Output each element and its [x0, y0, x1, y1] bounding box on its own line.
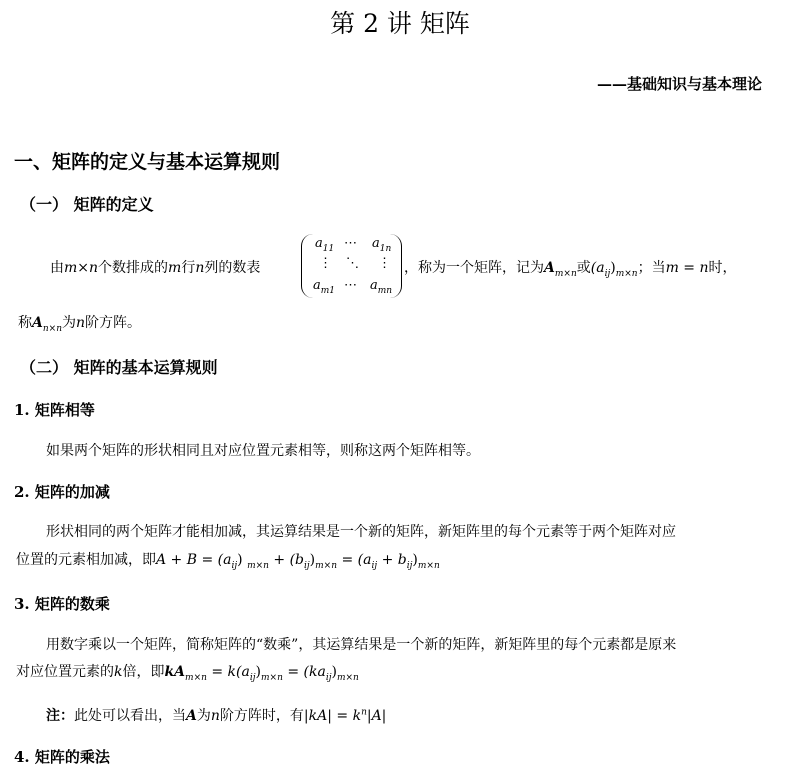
definition-line-1: 由m×n个数排成的m行n列的数表	[50, 260, 261, 276]
rule-note-scalar: 注：此处可以看出，当A为n阶方阵时，有$|kA| = k^n|A|$	[46, 707, 387, 724]
page-subtitle: ——基础知识与基本理论	[596, 75, 762, 93]
matrix-ddots: ⋱	[346, 256, 359, 271]
matrix-hdots-bottom: ⋯	[344, 278, 357, 293]
matrix-display	[301, 234, 402, 298]
matrix-vdots-right: ⋮	[378, 256, 391, 271]
definition-line-2: 称$A_{n\times n}$为n阶方阵。	[18, 315, 142, 334]
rule-heading-scalar: 3. 矩阵的数乘	[14, 595, 110, 613]
rule-heading-addition: 2. 矩阵的加减	[14, 483, 110, 501]
subsection-heading-definition: （一） 矩阵的定义	[20, 195, 154, 214]
matrix-entry-am1: $a_{m1}$	[313, 278, 336, 296]
matrix-vdots-left: ⋮	[319, 256, 332, 271]
definition-line-1-cont: ，称为一个矩阵，记为$A_{m\times n}$或$(a_{ij})_{m\times n}$；当m = n时，	[404, 260, 737, 279]
rule-text-equality: 如果两个矩阵的形状相同且对应位置元素相等，则称这两个矩阵相等。	[46, 443, 480, 459]
matrix-entry-a1n: $a_{1n}$	[372, 236, 392, 254]
matrix-entry-a11: $a_{11}$	[315, 236, 335, 254]
rule-text-scalar-2: 对应位置元素的k倍，即$kA_{m\times n} = k(a_{ij})_{m\times n} = (ka_{ij})_{m\times n}$	[16, 664, 359, 683]
rule-text-scalar-1: 用数字乘以一个矩阵，简称矩阵的“数乘”，其运算结果是一个新的矩阵，新矩阵里的每个元素都是原来	[46, 637, 677, 653]
matrix-hdots: ⋯	[344, 236, 357, 251]
section-heading: 一、矩阵的定义与基本运算规则	[14, 151, 281, 173]
rule-text-addition-1: 形状相同的两个矩阵才能相加减，其运算结果是一个新的矩阵，新矩阵里的每个元素等于两个矩阵对应	[46, 524, 676, 540]
rule-heading-multiplication: 4. 矩阵的乘法	[14, 748, 110, 766]
rule-heading-equality: 1. 矩阵相等	[14, 401, 95, 419]
subsection-heading-operations: （二） 矩阵的基本运算规则	[20, 358, 218, 377]
matrix-entry-amn: $a_{mn}$	[370, 278, 393, 296]
rule-text-addition-2: 位置的元素相加减，即$A + B = (a_{ij}) _{m\times n} + (b_{ij})_{m\times n} = (a_{ij} + b_{ij})_{m\times n}$	[16, 552, 440, 571]
page-title: 第 2 讲 矩阵	[330, 9, 470, 38]
